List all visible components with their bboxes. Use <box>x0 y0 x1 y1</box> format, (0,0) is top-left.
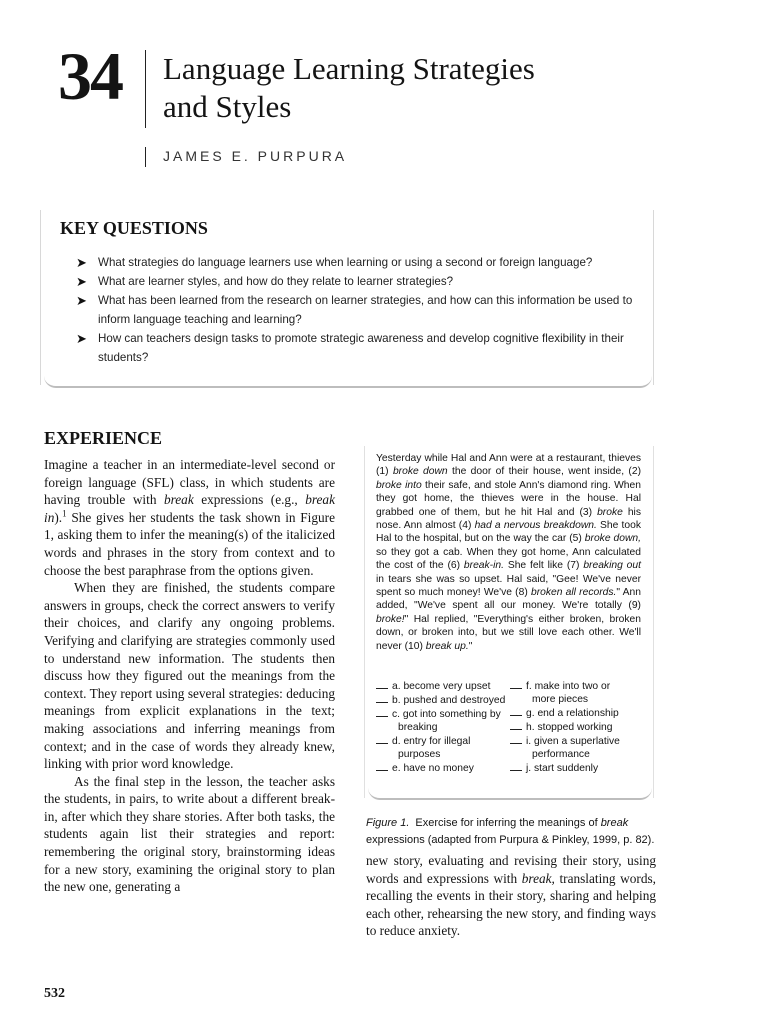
footnote-marker: 1 <box>62 508 67 519</box>
story-emphasis: had a nervous breakdown. <box>474 520 597 532</box>
story-emphasis: broke <box>597 506 623 518</box>
key-question-item <box>76 272 636 291</box>
answer-blank[interactable] <box>510 743 522 744</box>
chapter-author: JAMES E. PURPURA <box>163 148 348 164</box>
arrow-right-icon: ➤ <box>76 255 87 270</box>
p1-emphasis-break-in: break in <box>44 492 335 525</box>
p1-text-a: Imagine a teacher in an intermediate-level second or foreign language (SFL) class, in which students are having trouble with <box>44 457 335 508</box>
answer-option <box>376 680 490 693</box>
story-text: the door of their house, went inside, (2) <box>447 466 642 478</box>
answer-blank[interactable] <box>376 702 388 703</box>
story-text: his nose. Ann almost (4) <box>376 506 641 532</box>
story-emphasis: break-in. <box>463 560 504 572</box>
chapter-title-line-2: and Styles <box>163 89 292 124</box>
key-questions-list <box>76 253 636 367</box>
answer-option-label: h. stopped working <box>526 722 613 733</box>
key-questions-heading: KEY QUESTIONS <box>60 218 208 238</box>
key-question-text: What strategies do language learners use when learning or using a second or foreign language? <box>98 256 593 269</box>
answer-option <box>510 680 610 707</box>
figure-caption <box>366 815 656 849</box>
story-emphasis: broke into <box>376 479 422 491</box>
story-text: so they got a cab. When they got home, Ann calculated the cost of the (6) <box>376 546 641 572</box>
answer-option <box>376 708 501 735</box>
story-emphasis: broke down, <box>584 533 641 545</box>
p4-emphasis: break, <box>521 870 555 886</box>
paragraph-3: As the final step in the lesson, the teacher asks the students, in pairs, to write about a different break-in, after which they share stories. After both tasks, the students again list their strategies and report: remembering the original story, brainstorming ideas for a new story, examining the original story to plan the new one, generating a <box>44 773 335 895</box>
arrow-right-icon: ➤ <box>76 274 87 289</box>
story-text: Yesterday while Hal and Ann were at a restaurant, thieves (1) <box>376 453 641 478</box>
answer-blank[interactable] <box>376 716 388 717</box>
answer-option-continuation: purposes <box>398 749 441 761</box>
key-question-text: What has been learned from the research on learner strategies, and how can this information be used to inform language teaching and learning? <box>98 294 633 326</box>
paragraph-4 <box>366 852 656 940</box>
key-question-text: What are learner styles, and how do they relate to learner strategies? <box>98 275 454 288</box>
answer-blank[interactable] <box>376 688 388 689</box>
answer-option-label: i. given a superlative <box>526 736 620 747</box>
answer-option-continuation: performance <box>532 749 590 761</box>
answer-blank[interactable] <box>376 743 388 744</box>
p1-text-c: ). <box>54 509 63 525</box>
key-question-item <box>76 291 636 329</box>
left-column-text <box>44 456 335 896</box>
key-questions-box-bottom-edge <box>44 376 652 388</box>
story-text: their safe, and stole Ann's diamond ring. When they got home, the thieves were in the house. Hal grabbed one of them, but he hit Hal and (3) <box>376 479 641 518</box>
right-column-text <box>366 852 656 940</box>
arrow-right-icon: ➤ <box>76 293 87 308</box>
story-text: in tears she was so upset. Hal said, "Gee! We've never spent so much money! We've (8) <box>376 573 641 599</box>
story-emphasis: broke! <box>376 613 405 625</box>
story-emphasis: break up. <box>425 640 469 652</box>
header-divider <box>145 50 146 128</box>
answer-blank[interactable] <box>510 715 522 716</box>
paragraph-1 <box>44 456 335 579</box>
answer-option <box>376 762 474 775</box>
answer-option <box>376 735 470 762</box>
answer-option-label: f. make into two or <box>526 681 611 692</box>
author-divider <box>145 147 146 167</box>
answer-blank[interactable] <box>376 770 388 771</box>
p1-text-d: She gives her students the task shown in Figure 1, asking them to infer the meaning(s) of the italicized words and phrases in the story from context and to choose the best paraphrase from the options given. <box>44 509 335 578</box>
story-text: She felt like (7) <box>503 560 584 572</box>
answer-option-continuation: more pieces <box>532 694 589 706</box>
story-emphasis: breaking out <box>583 560 641 572</box>
key-question-item <box>76 253 636 272</box>
answer-option-continuation: breaking <box>398 722 438 734</box>
key-question-text: How can teachers design tasks to promote strategic awareness and develop cognitive flexibility in their students? <box>98 332 624 364</box>
story-emphasis: broken all records. <box>530 587 617 599</box>
p4-text-a: new story, evaluating and revising their story, using words and expressions with <box>366 853 656 886</box>
answer-blank[interactable] <box>510 770 522 771</box>
answer-option-label: d. entry for illegal <box>392 736 471 747</box>
story-text: " Hal replied, "Everything's either broken, broken down, or broken into, but we still love each other. We'll never (10) <box>376 613 641 652</box>
answer-option-label: e. have no money <box>392 763 474 774</box>
answer-option <box>510 735 620 762</box>
paragraph-2: When they are finished, the students compare answers in groups, check the correct answers to verify their choices, and clarify any ongoing problems. Verifying and clarifying are strategies commonly used to understand new information. The students then discuss how they figured out the meanings from the context. They report using several strategies: deducing meanings from explicit explanations in the text; making associations and inferring meanings from context; and in the case of words they already knew, linking with prior word knowledge. <box>44 580 335 772</box>
figure-story <box>376 452 641 653</box>
answer-option-label: g. end a relationship <box>526 708 619 719</box>
story-emphasis: broke down <box>392 466 448 478</box>
answer-option <box>510 762 598 775</box>
p1-text-b: expressions (e.g., <box>193 492 306 508</box>
caption-emphasis: break <box>600 817 629 829</box>
answer-option <box>376 694 505 707</box>
answer-option-label: a. become very upset <box>392 681 491 692</box>
chapter-title <box>163 50 623 126</box>
figure-box-bottom-edge <box>368 788 652 800</box>
answer-option <box>510 721 612 734</box>
p1-emphasis-break: break <box>163 492 194 508</box>
story-text: " <box>468 640 473 652</box>
answer-option-label: j. start suddenly <box>526 763 599 774</box>
answer-blank[interactable] <box>510 729 522 730</box>
experience-heading: EXPERIENCE <box>44 428 163 448</box>
answer-option <box>510 707 619 720</box>
caption-text-b: expressions (adapted from Purpura & Pinkley, 1999, p. 82). <box>366 834 655 846</box>
chapter-title-line-1: Language Learning Strategies <box>163 51 535 86</box>
answer-option-label: b. pushed and destroyed <box>392 695 506 706</box>
chapter-number: 34 <box>58 38 122 114</box>
answer-blank[interactable] <box>510 688 522 689</box>
p4-text-b: translating words, recalling the events in their story, sharing and helping each other, rehearsing the new story, and finding ways to reduce anxiety. <box>366 870 656 939</box>
arrow-right-icon: ➤ <box>76 331 87 346</box>
page-number: 532 <box>44 986 65 1001</box>
story-text: " Ann added, "We've spent all our money. We're totally (9) <box>376 587 641 612</box>
story-text: She took Hal to the hospital, but on the way the car (5) <box>376 520 641 545</box>
figure-label: Figure 1. <box>366 817 410 829</box>
answer-option-label: c. got into something by <box>392 709 501 720</box>
caption-text-a: Exercise for inferring the meanings of <box>415 817 601 829</box>
key-question-item <box>76 329 636 367</box>
